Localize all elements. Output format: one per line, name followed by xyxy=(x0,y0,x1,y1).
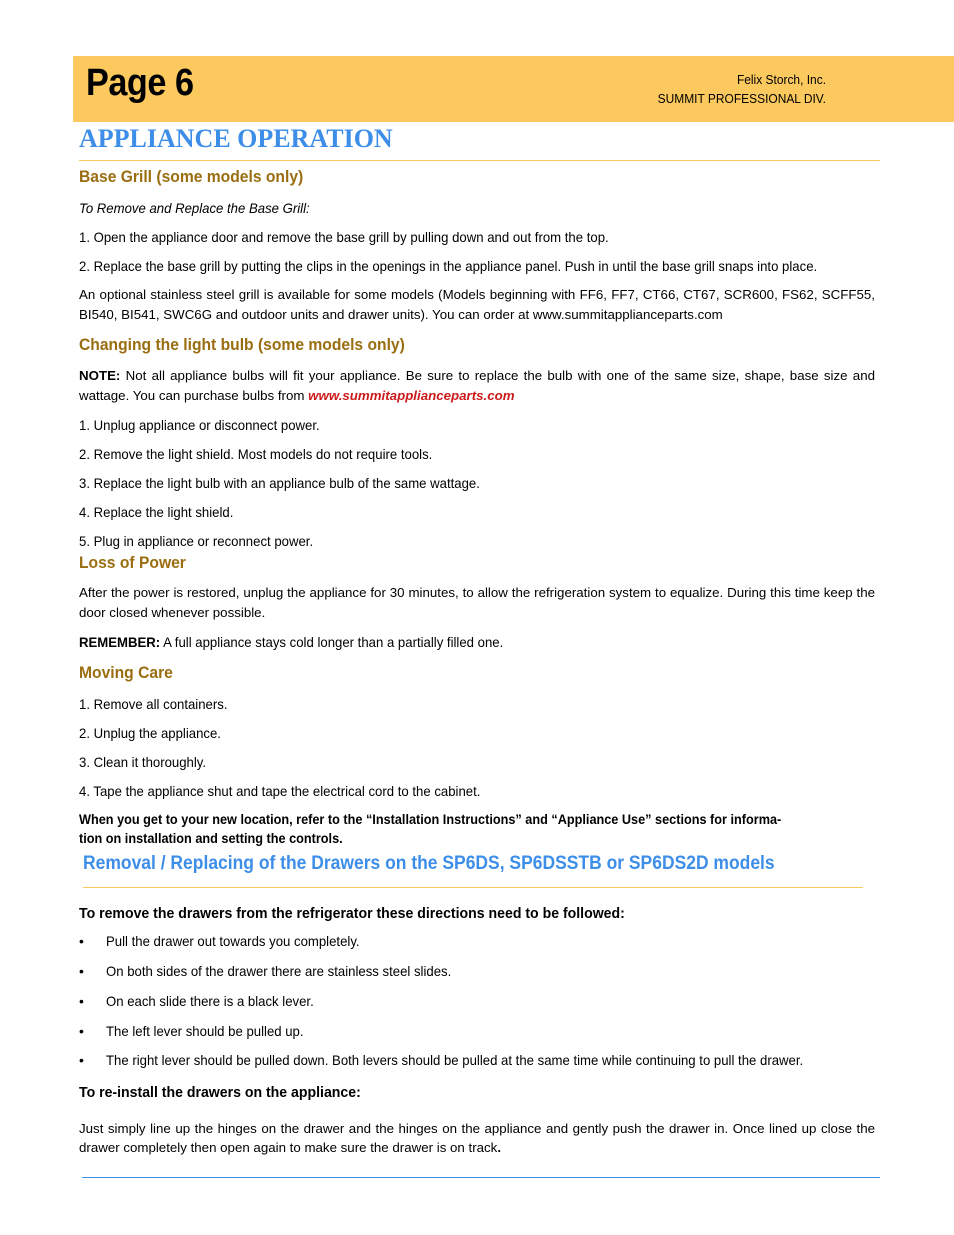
drawers-reinstall-text: Just simply line up the hinges on the drawer and the hinges on the appliance and gently push the drawer in. Once lined up close the drawer completely then open again to make sure the drawer is on track. xyxy=(79,1121,875,1155)
loss-of-power-text: After the power is restored, unplug the appliance for 30 minutes, to allow the refrigeration system to equalize. During this time keep the door closed whenever possible. xyxy=(79,585,875,620)
parts-link[interactable]: www.summitapplianceparts.com xyxy=(308,388,515,403)
main-title: APPLIANCE OPERATION xyxy=(79,124,393,153)
company-info xyxy=(643,70,826,108)
light-bulb-step-2: 2. Remove the light shield. Most models do not require tools. xyxy=(79,446,433,462)
moving-care-step-4: 4. Tape the appliance shut and tape the electrical cord to the cabinet. xyxy=(79,783,481,799)
moving-care-step-3: 3. Clean it thoroughly. xyxy=(79,754,207,770)
note-text: Not all appliance bulbs will fit your appliance. Be sure to replace the bulb with one of the same size, shape, base size and wattage. You can purchase bulbs from xyxy=(79,368,875,403)
title-divider xyxy=(79,160,880,161)
light-bulb-heading: Changing the light bulb (some models only) xyxy=(79,335,405,354)
moving-care-note-line-1: When you get to your new location, refer to the “Installation Instructions” and “Appliance Use” sections for informa- xyxy=(79,812,782,827)
light-bulb-step-3: 3. Replace the light bulb with an appliance bulb of the same wattage. xyxy=(79,475,480,491)
bullet-icon: • xyxy=(79,963,84,979)
base-grill-heading: Base Grill (some models only) xyxy=(79,167,304,186)
page-header xyxy=(73,56,954,122)
list-item: • On each slide there is a black lever. xyxy=(79,993,314,1009)
base-grill-step-2: 2. Replace the base grill by putting the clips in the openings in the appliance panel. Push in until the base grill snaps into place. xyxy=(79,258,818,274)
note-label: NOTE: xyxy=(79,368,121,383)
base-grill-step-1: 1. Open the appliance door and remove the base grill by pulling down and out from the top. xyxy=(79,229,609,245)
loss-of-power-heading: Loss of Power xyxy=(79,553,186,572)
drawers-divider xyxy=(83,887,863,888)
bullet-icon: • xyxy=(79,993,84,1009)
bullet-icon: • xyxy=(79,1052,84,1068)
moving-care-heading: Moving Care xyxy=(79,663,173,682)
remember-text: A full appliance stays cold longer than a partially filled one. xyxy=(160,634,504,650)
moving-care-step-2: 2. Unplug the appliance. xyxy=(79,725,221,741)
list-item: • The right lever should be pulled down. Both levers should be pulled at the same time while continuing to pull the drawer. xyxy=(79,1052,804,1068)
remember-label: REMEMBER: xyxy=(79,634,161,650)
list-item: • Pull the drawer out towards you completely. xyxy=(79,933,360,949)
bullet-icon: • xyxy=(79,933,84,949)
moving-care-note-line-2: tion on installation and setting the controls. xyxy=(79,831,343,846)
light-bulb-note xyxy=(79,366,875,406)
light-bulb-step-1: 1. Unplug appliance or disconnect power. xyxy=(79,417,320,433)
moving-care-step-1: 1. Remove all containers. xyxy=(79,696,228,712)
drawers-heading: Removal / Replacing of the Drawers on the SP6DS, SP6DSSTB or SP6DS2D models xyxy=(83,853,775,874)
light-bulb-step-5: 5. Plug in appliance or reconnect power. xyxy=(79,533,314,549)
company-division: SUMMIT PROFESSIONAL DIV. xyxy=(657,91,826,106)
list-item: • On both sides of the drawer there are stainless steel slides. xyxy=(79,963,452,979)
company-name: Felix Storch, Inc. xyxy=(736,72,826,87)
drawers-remove-heading: To remove the drawers from the refrigerator these directions need to be followed: xyxy=(79,905,625,922)
remember-note xyxy=(79,632,827,652)
base-grill-intro: To Remove and Replace the Base Grill: xyxy=(79,200,310,216)
list-item: • The left lever should be pulled up. xyxy=(79,1023,304,1039)
base-grill-optional: An optional stainless steel grill is available for some models (Models beginning with FF6, FF7, CT66, CT67, SCR600, FS62, SCFF55, BI540, BI541, SWC6G and outdoor units and drawer units). You can order at www.summitapplianceparts.com xyxy=(79,287,875,322)
drawers-reinstall-heading: To re-install the drawers on the appliance: xyxy=(79,1084,361,1101)
bullet-icon: • xyxy=(79,1023,84,1039)
light-bulb-step-4: 4. Replace the light shield. xyxy=(79,504,234,520)
moving-care-note xyxy=(79,810,827,848)
footer-divider xyxy=(82,1177,880,1178)
page-title: Page 6 xyxy=(86,62,194,104)
